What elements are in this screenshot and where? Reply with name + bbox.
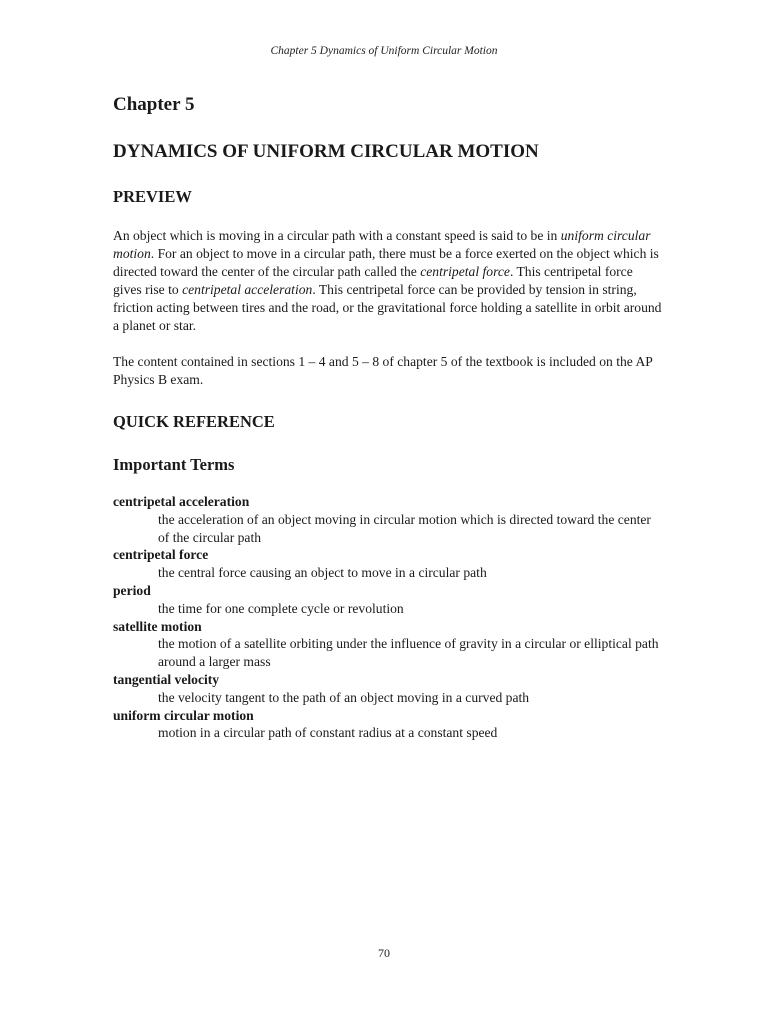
chapter-title: DYNAMICS OF UNIFORM CIRCULAR MOTION (113, 141, 539, 162)
term-name: uniform circular motion (113, 707, 254, 723)
preview-text-1: An object which is moving in a circular path with a constant speed is said to be in (113, 228, 561, 243)
term-definition: the velocity tangent to the path of an object moving in a curved path (158, 689, 530, 705)
term-definition: motion in a circular path of constant radius at a constant speed (158, 725, 498, 741)
quick-reference-heading: QUICK REFERENCE (113, 412, 275, 431)
term-entry (113, 546, 663, 582)
term-uniform-circular-motion: uniform circular motion (113, 228, 651, 261)
term-name: centripetal force (113, 547, 209, 563)
preview-heading: PREVIEW (113, 187, 192, 206)
term-entry (113, 618, 663, 671)
term-name: satellite motion (113, 618, 202, 634)
preview-paragraph (113, 227, 663, 335)
preview-text-2: . For an object to move in a circular path, there must be a force exerted on the object which is directed toward the center of the circular path called the (113, 246, 659, 279)
page-number: 70 (378, 946, 390, 960)
term-definition: the central force causing an object to move in a circular path (158, 565, 487, 581)
term-entry (113, 493, 663, 546)
preview-text-4: . This centripetal force can be provided by tension in string, friction acting between tires and the road, or the gravitational force holding a satellite in orbit around a planet or star. (113, 282, 662, 333)
term-centripetal-acceleration: centripetal acceleration (182, 282, 313, 297)
term-name: centripetal acceleration (113, 494, 250, 509)
page-content (113, 93, 663, 742)
term-name: period (113, 582, 151, 598)
term-definition: the time for one complete cycle or revolution (158, 600, 404, 616)
preview-text-3: . This centripetal force gives rise to (113, 264, 633, 297)
term-definition: the acceleration of an object moving in circular motion which is directed toward the center of the circular path (158, 511, 651, 545)
term-centripetal-force: centripetal force (420, 264, 510, 279)
term-name: tangential velocity (113, 671, 220, 687)
term-definition: the motion of a satellite orbiting under the influence of gravity in a circular or elliptical path around a larger mass (158, 636, 659, 670)
term-entry (113, 707, 663, 743)
running-header: Chapter 5 Dynamics of Uniform Circular Motion (270, 45, 498, 57)
terms-list (113, 493, 663, 742)
term-entry (113, 582, 663, 618)
content-paragraph: The content contained in sections 1 – 4 and 5 – 8 of chapter 5 of the textbook is included on the AP Physics B exam. (113, 354, 653, 387)
chapter-label: Chapter 5 (113, 94, 195, 115)
important-terms-heading: Important Terms (113, 455, 235, 474)
term-entry (113, 671, 663, 707)
